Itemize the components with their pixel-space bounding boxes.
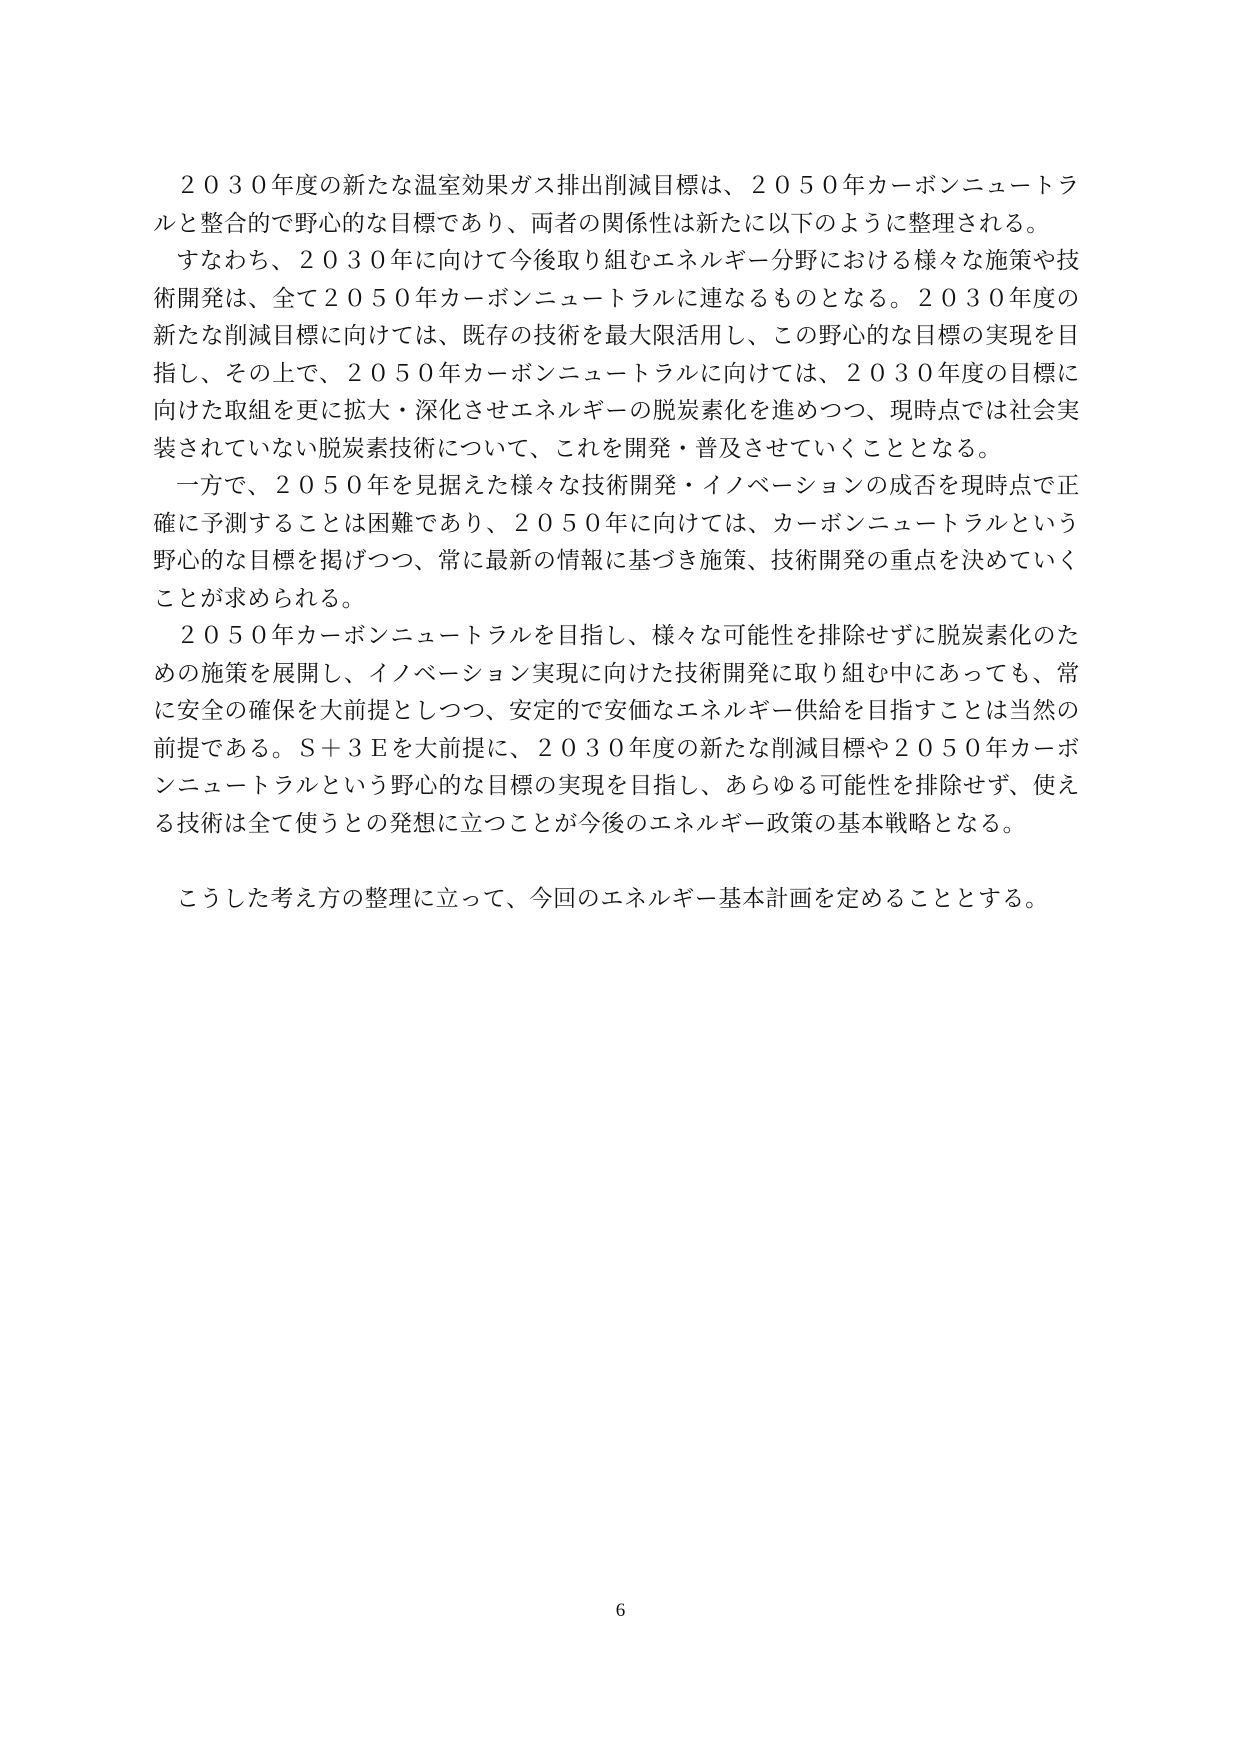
- body-text: [153, 168, 1080, 918]
- closing-paragraph: こうした考え方の整理に立って、今回のエネルギー基本計画を定めることとする。: [176, 885, 1049, 912]
- paragraph: ２０３０年度の新たな温室効果ガス排出削減目標は、２０５０年カーボンニュートラルと整合的で野心的な目標であり、両者の関係性は新たに以下のように整理される。: [153, 173, 1080, 237]
- paragraph: すなわち、２０３０年に向けて今後取り組むエネルギー分野における様々な施策や技術開発は、全て２０５０年カーボンニュートラルに連なるものとなる。２０３０年度の新たな削減目標に向けては、既存の技術を最大限活用し、この野心的な目標の実現を目指し、その上で、２０５０年カーボンニュートラルに向けては、２０３０年度の目標に向けた取組を更に拡大・深化させエネルギーの脱炭素化を進めつつ、現時点では社会実装されていない脱炭素技術について、これを開発・普及させていくこととなる。: [153, 248, 1080, 462]
- paragraph: ２０５０年カーボンニュートラルを目指し、様々な可能性を排除せずに脱炭素化のための施策を展開し、イノベーション実現に向けた技術開発に取り組む中にあっても、常に安全の確保を大前提としつつ、安定的で安価なエネルギー供給を目指すことは当然の前提である。Ｓ＋３Ｅを大前提に、２０３０年度の新たな削減目標や２０５０年カーボンニュートラルという野心的な目標の実現を目指し、あらゆる可能性を排除せず、使える技術は全て使うとの発想に立つことが今後のエネルギー政策の基本戦略となる。: [153, 623, 1080, 837]
- paragraph: 一方で、２０５０年を見据えた様々な技術開発・イノベーションの成否を現時点で正確に予測することは困難であり、２０５０年に向けては、カーボンニュートラルという野心的な目標を掲げつつ、常に最新の情報に基づき施策、技術開発の重点を決めていくことが求められる。: [153, 473, 1080, 612]
- page-number: 6: [615, 1600, 626, 1621]
